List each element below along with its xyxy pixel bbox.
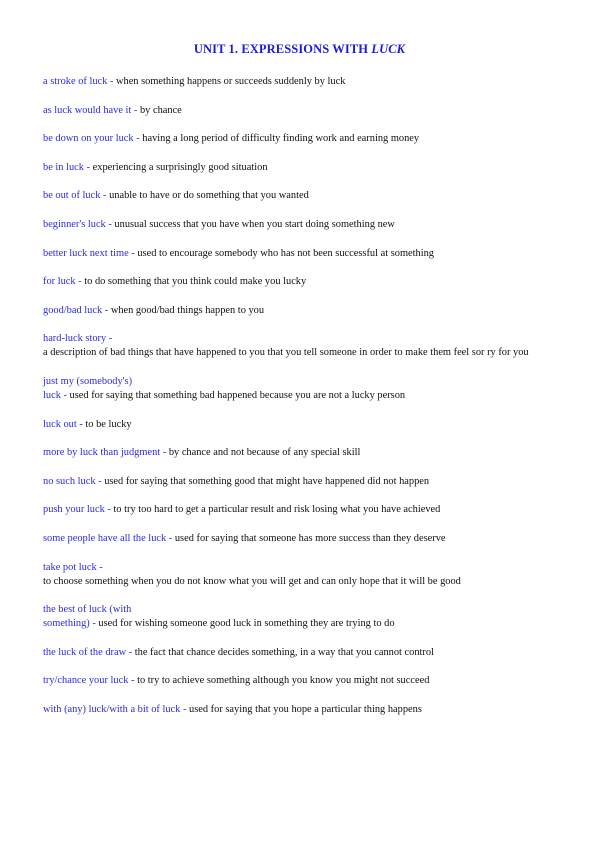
expression-definition: used for saying that something bad happened because you are not a lucky person [69,389,406,401]
list-item [43,275,563,289]
list-item [43,446,563,460]
list-item [43,332,563,360]
expression-definition: a description of bad things that have happened to you that you tell someone in order to make them feel sor ry for you [43,347,529,359]
list-item [43,375,563,403]
expression-term: good/bad luck - [43,304,111,316]
expression-term: try/chance your luck - [43,675,138,687]
expression-definition: used for saying that you hope a particular thing happens [189,703,422,715]
list-item [43,132,563,146]
expression-definition: the fact that chance decides something, in a way that you cannot control [134,646,434,658]
list-item [43,189,563,203]
expression-definition: when something happens or succeeds suddenly by luck [116,76,346,87]
expression-term: with (any) luck/with a bit of luck - [43,703,190,715]
expression-definition: by chance and not because of any special skill [168,447,361,459]
title-emphasis: LUCK [371,42,406,56]
page-title [0,42,599,57]
list-item [43,161,563,175]
expression-term: the luck of the draw - [43,646,135,658]
expression-term: for luck - [43,276,85,288]
expression-term: as luck would have it - [43,104,140,116]
list-item [43,603,563,631]
expression-term: take pot luck - [43,561,103,573]
expression-term-line1: just my (somebody's) [43,375,133,387]
expression-term: some people have all the luck - [43,532,175,544]
expression-definition: used for saying that someone has more success than they deserve [174,532,446,544]
expression-term: be out of luck - [43,190,110,202]
list-item [43,475,563,489]
expression-definition: unable to have or do something that you wanted [109,190,309,202]
list-item [43,304,563,318]
list-item [43,674,563,688]
list-item [43,104,563,118]
list-item [43,503,563,517]
expression-term: beginner's luck - [43,218,115,230]
expression-definition: used for saying that something good that might have happened did not happen [104,475,430,487]
expression-definition: to be lucky [85,418,132,430]
list-item [43,646,563,660]
expression-term: push your luck - [43,504,114,516]
expression-definition: to try too hard to get a particular result and risk losing what you have achieved [113,504,441,516]
list-item [43,247,563,261]
expression-term: be in luck - [43,161,93,173]
list-item [43,561,563,589]
expression-term: luck - [43,389,70,401]
list-item [43,418,563,432]
expression-term: be down on your luck - [43,133,143,145]
expression-definition: used for wishing someone good luck in something they are trying to do [98,618,395,630]
list-item [43,703,563,717]
expression-definition: unusual success that you have when you start doing something new [114,218,395,230]
expression-term-line1: the best of luck (with [43,604,132,616]
expression-definition: when good/bad things happen to you [110,304,265,316]
expression-definition: to choose something when you do not know what you will get and can only hope that it will be good [43,575,461,587]
expression-term: better luck next time - [43,247,138,259]
expression-list [43,75,563,731]
list-item [43,532,563,546]
expression-definition: having a long period of difficulty finding work and earning money [142,133,420,145]
expression-definition: used to encourage somebody who has not been successful at something [137,247,434,259]
expression-definition: to try to achieve something although you know you might not succeed [137,675,430,687]
expression-term: hard-luck story - [43,333,113,345]
expression-term: luck out - [43,418,86,430]
expression-definition: by chance [139,104,182,116]
title-prefix: UNIT 1. EXPRESSIONS WITH [193,42,372,56]
list-item [43,75,563,89]
expression-term: no such luck - [43,475,105,487]
expression-definition: to do something that you think could make you lucky [84,276,307,288]
expression-term: a stroke of luck - [43,76,116,87]
expression-term: something) - [43,618,99,630]
expression-definition: experiencing a surprisingly good situation [92,161,268,173]
expression-term: more by luck than judgment - [43,447,169,459]
list-item [43,218,563,232]
